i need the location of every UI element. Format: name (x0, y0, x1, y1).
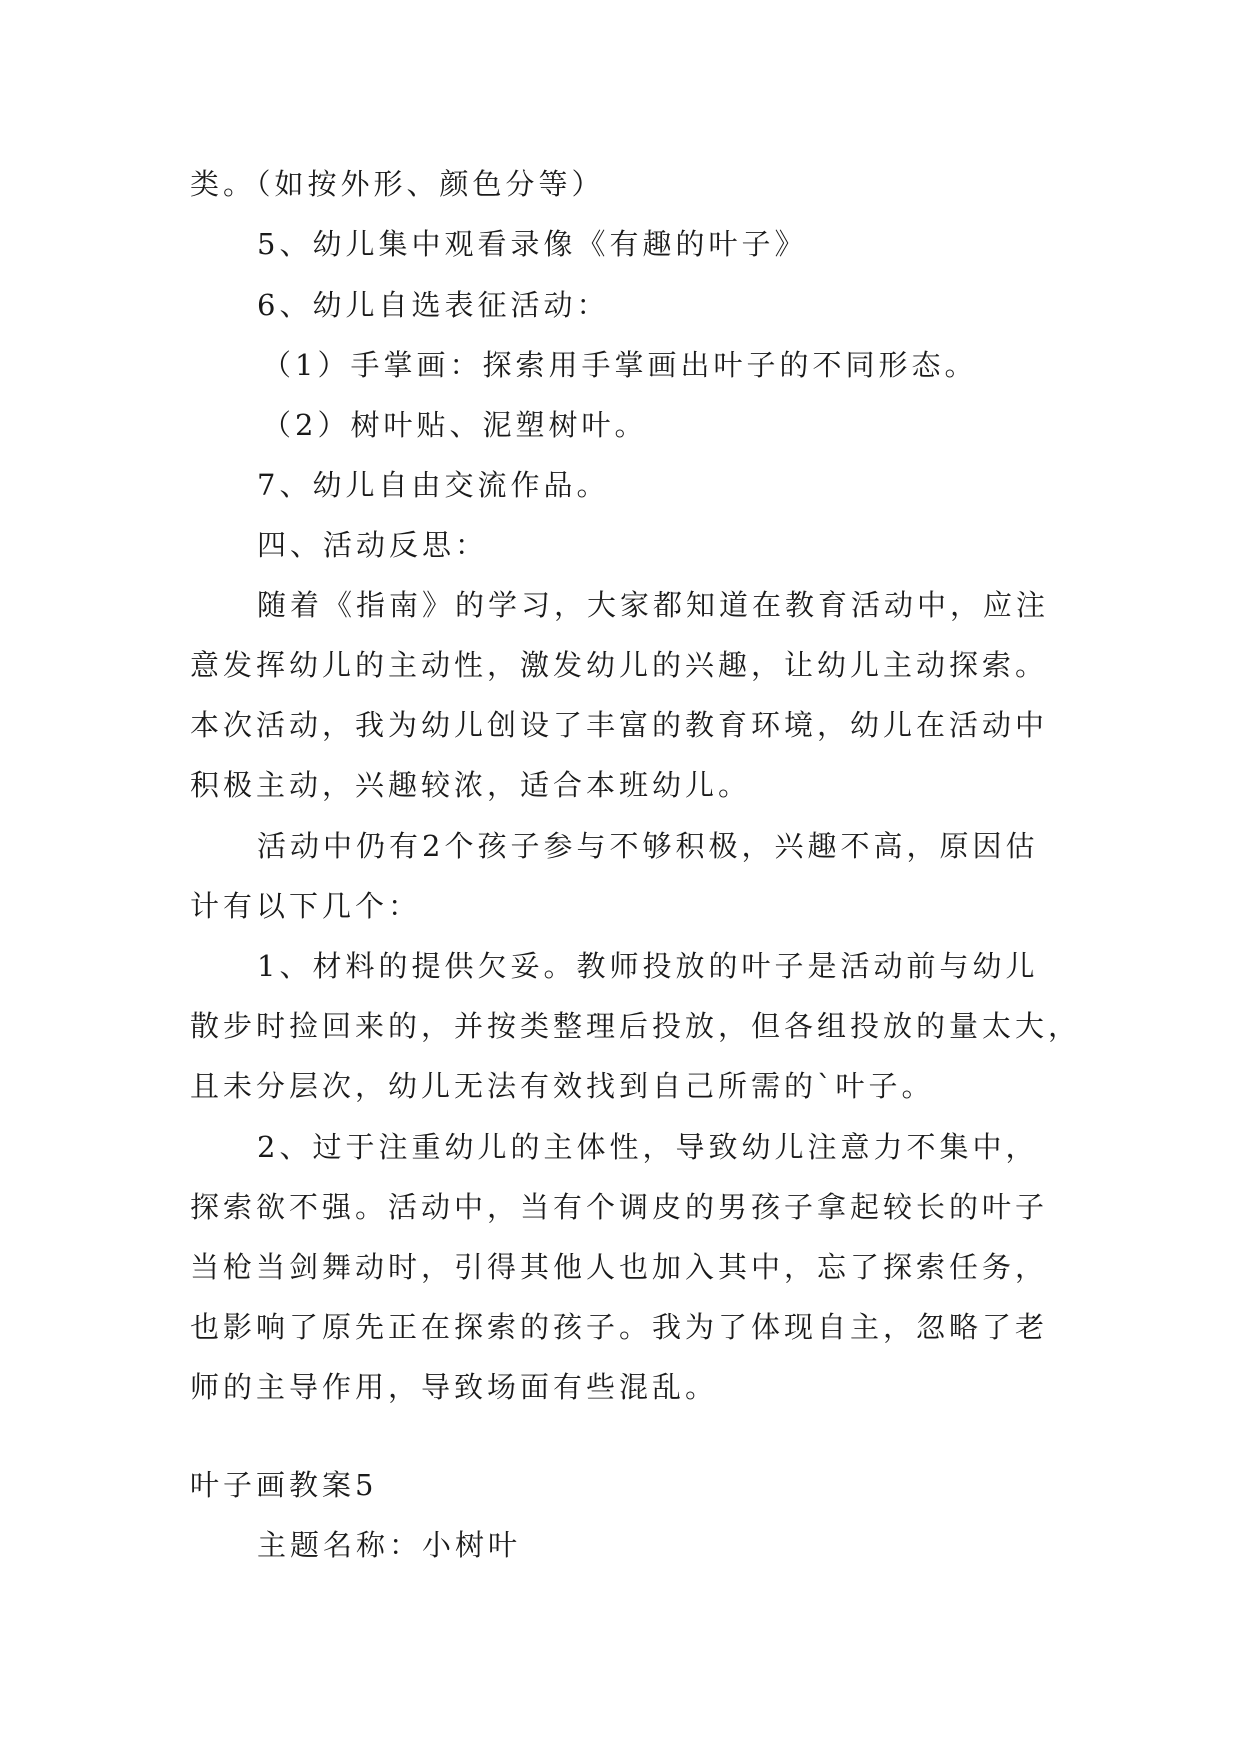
paragraph-line: 1、材料的提供欠妥。教师投放的叶子是活动前与幼儿 (257, 949, 1039, 983)
paragraph-line: 随着《指南》的学习，大家都知道在教育活动中，应注 (257, 588, 1050, 622)
paragraph-line: 本次活动，我为幼儿创设了丰富的教育环境，幼儿在活动中 (190, 708, 1049, 742)
paragraph-line: 且未分层次，幼儿无法有效找到自己所需的`叶子。 (190, 1069, 935, 1103)
paragraph-line: 师的主导作用，导致场面有些混乱。 (190, 1370, 719, 1404)
text-line-step-7: 7、幼儿自由交流作品。 (257, 468, 610, 502)
paragraph-line: 探索欲不强。活动中，当有个调皮的男孩子拿起较长的叶子 (190, 1190, 1049, 1224)
text-line-step-6-item-1: （1）手掌画：探索用手掌画出叶子的不同形态。 (262, 348, 978, 382)
paragraph-line: 当枪当剑舞动时，引得其他人也加入其中，忘了探索任务， (190, 1250, 1049, 1284)
theme-name-line: 主题名称：小树叶 (257, 1528, 522, 1562)
paragraph-line: 意发挥幼儿的主动性，激发幼儿的兴趣，让幼儿主动探索。 (190, 648, 1049, 682)
paragraph-line: 计有以下几个： (190, 889, 422, 923)
section-heading-reflection: 四、活动反思： (257, 528, 489, 562)
text-line-step-6-item-2: （2）树叶贴、泥塑树叶。 (262, 408, 648, 442)
text-line-step-5: 5、幼儿集中观看录像《有趣的叶子》 (257, 227, 808, 261)
paragraph-line: 散步时捡回来的，并按类整理后投放，但各组投放的量太大， (190, 1009, 1082, 1043)
paragraph-line: 也影响了原先正在探索的孩子。我为了体现自主，忽略了老 (190, 1310, 1049, 1344)
paragraph-line: 活动中仍有2个孩子参与不够积极，兴趣不高，原因估 (257, 829, 1039, 863)
text-line-step-6: 6、幼儿自选表征活动： (257, 288, 610, 322)
paragraph-line: 积极主动，兴趣较浓，适合本班幼儿。 (190, 768, 752, 802)
paragraph-line: 2、过于注重幼儿的主体性，导致幼儿注意力不集中， (257, 1130, 1039, 1164)
text-line-classification: 类。（如按外形、颜色分等） (190, 167, 605, 201)
section-title-lesson-plan-5: 叶子画教案5 (190, 1468, 378, 1502)
